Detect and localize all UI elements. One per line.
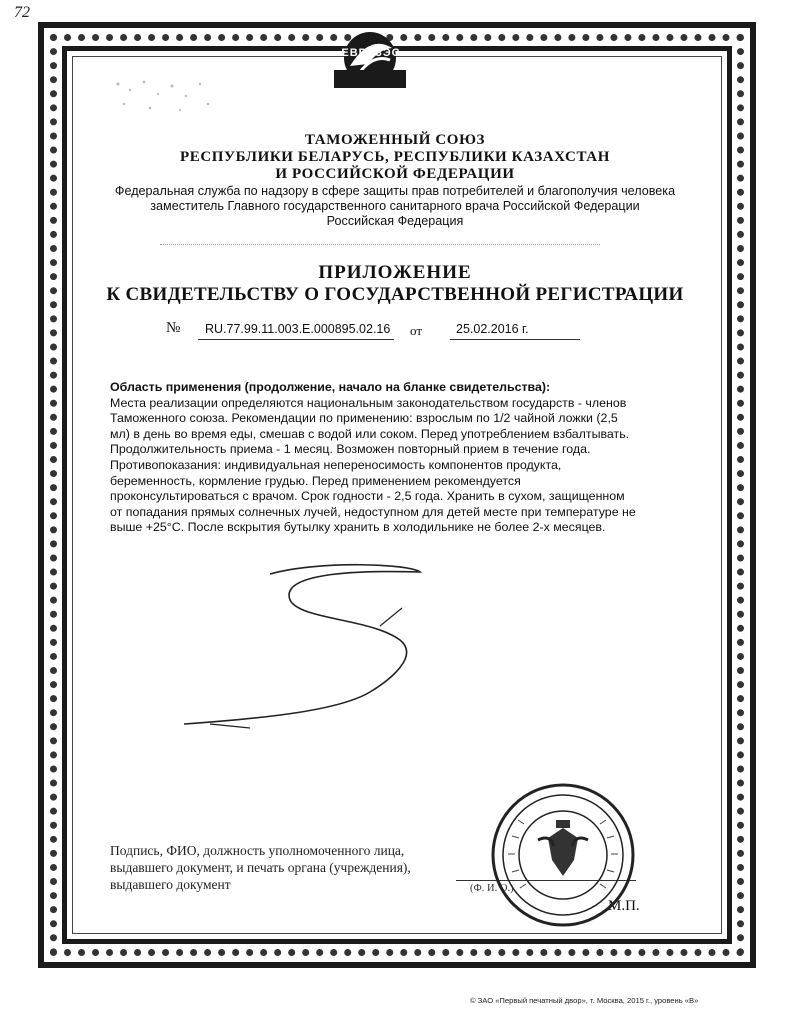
eurasec-emblem-icon	[320, 26, 420, 108]
header-agency	[80, 184, 710, 229]
header-line-1: ТАМОЖЕННЫЙ СОЮЗ	[304, 132, 486, 148]
issuer-underline	[160, 244, 600, 245]
application-text	[110, 380, 640, 536]
doc-title: ПРИЛОЖЕНИЕ	[318, 262, 472, 283]
date-label: от	[410, 323, 423, 338]
stamp-place-label: М.П.	[608, 898, 640, 914]
date-underline	[450, 339, 580, 340]
corner-mark: 72	[14, 4, 30, 21]
agency-line-3: Российская Федерация	[326, 214, 464, 228]
printer-footer: © ЗАО «Первый печатный двор», т. Москва, 2015 г., уровень «В»	[470, 996, 699, 1005]
official-seal-icon	[488, 780, 638, 930]
number-underline	[198, 339, 394, 340]
fio-caption: (Ф. И. О.)	[470, 883, 514, 894]
doc-subtitle: К СВИДЕТЕЛЬСТВУ О ГОСУДАРСТВЕННОЙ РЕГИСТРАЦИИ	[106, 284, 684, 305]
agency-line-2: заместитель Главного государственного санитарного врача Российской Федерации	[150, 199, 640, 213]
decorative-dots	[110, 74, 220, 124]
application-label: Область применения (продолжение, начало на бланке свидетельства):	[110, 380, 551, 394]
signature-caption: Подпись, ФИО, должность уполномоченного лица, выдавшего документ, и печать органа (учреждения), выдавшего документ	[110, 843, 411, 892]
agency-line-1: Федеральная служба по надзору в сфере защиты прав потребителей и благополучия человека	[114, 184, 676, 198]
number-sign: №	[166, 320, 181, 336]
registration-number: RU.77.99.11.003.E.000895.02.16	[205, 322, 391, 336]
header-line-3: И РОССИЙСКОЙ ФЕДЕРАЦИИ	[275, 166, 515, 182]
header-line-2: РЕСПУБЛИКИ БЕЛАРУСЬ, РЕСПУБЛИКИ КАЗАХСТАН	[179, 149, 611, 165]
registration-date: 25.02.2016 г.	[456, 322, 529, 336]
emblem-label: ЕВРАЗЭС	[341, 47, 401, 59]
header-union	[80, 132, 710, 183]
handwritten-signature	[170, 560, 530, 740]
application-body: Места реализации определяются национальным законодательством государств - членов Таможенного союза. Рекомендации по применению: взрослым по 1/2 чайной ложки (2,5 мл) в день во время еды, смешав с водой или соком. Перед употреблением взбалтывать. Продолжительность приема - 1 месяц. Возможен повторный прием в течение года. Противопоказания: индивидуальная непереносимость компонентов продукта, беременность, кормление грудью. Перед применением рекомендуется проконсультироваться с врачом. Срок годности - 2,5 года. Хранить в сухом, защищенном от попадания прямых солнечных лучей, недоступном для детей месте при температуре не выше +25°C. После вскрытия бутылку хранить в холодильнике не более 2-х месяцев.	[110, 395, 636, 535]
